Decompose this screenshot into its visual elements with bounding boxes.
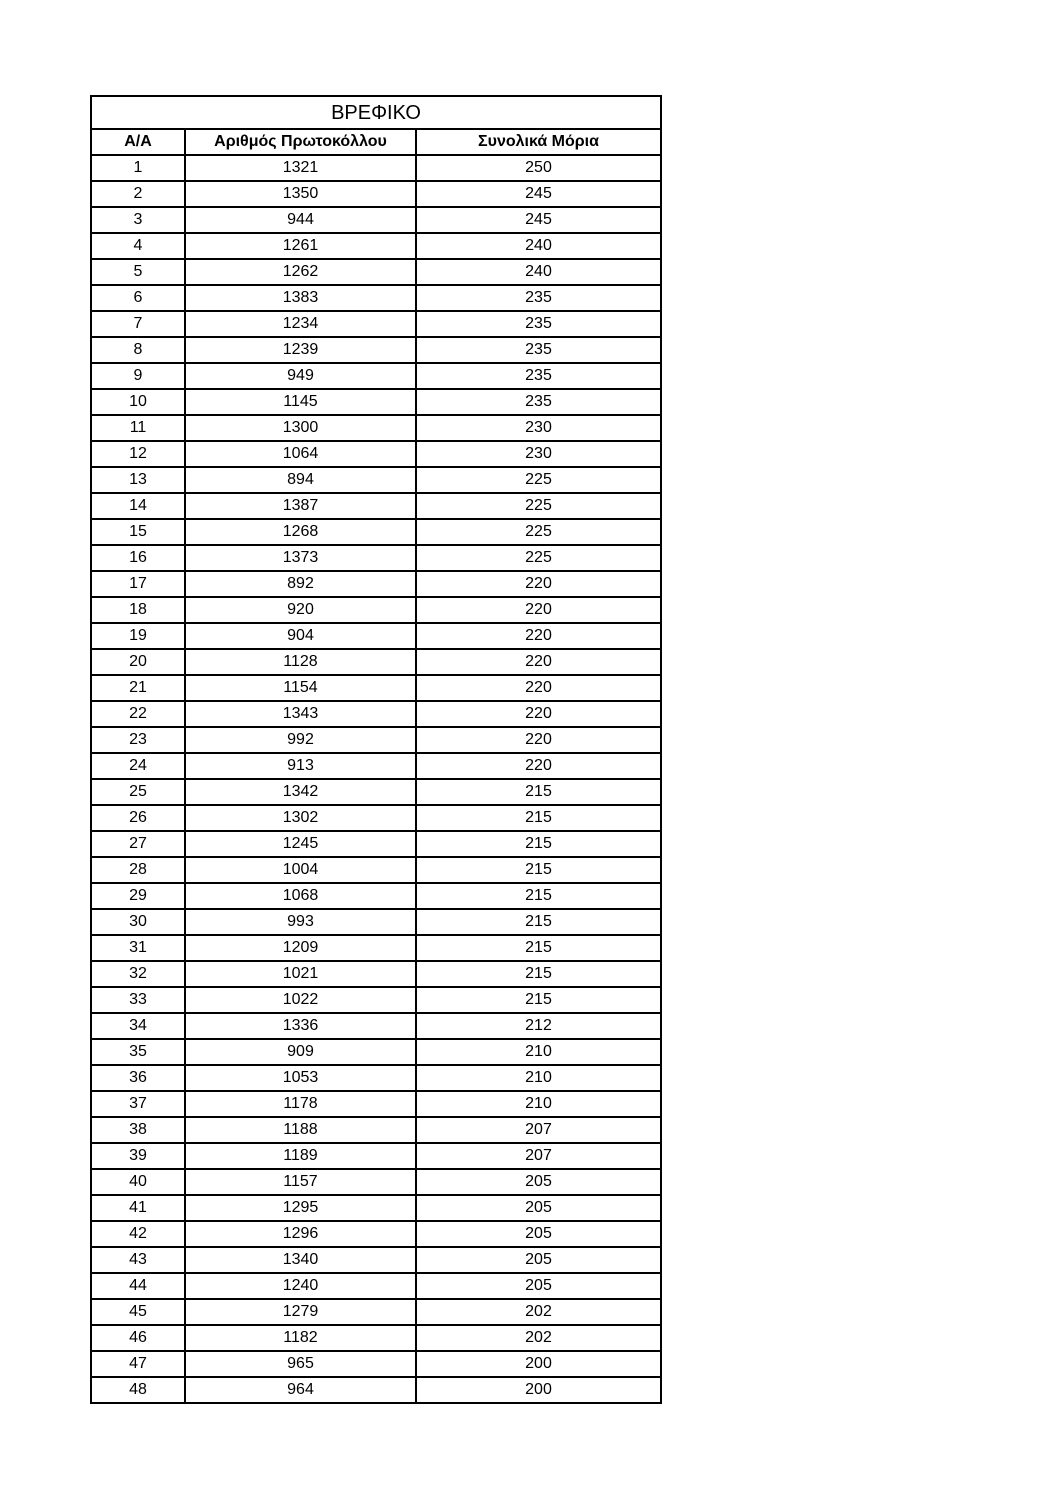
row-protocol-number: 1340: [185, 1247, 416, 1273]
row-aa: 29: [91, 883, 185, 909]
row-aa: 44: [91, 1273, 185, 1299]
row-aa: 11: [91, 415, 185, 441]
row-total-points: 245: [416, 181, 661, 207]
row-protocol-number: 1021: [185, 961, 416, 987]
table-row: [91, 207, 661, 233]
table-row: [91, 337, 661, 363]
row-aa: 39: [91, 1143, 185, 1169]
row-protocol-number: 1383: [185, 285, 416, 311]
row-total-points: 220: [416, 675, 661, 701]
row-aa: 33: [91, 987, 185, 1013]
row-protocol-number: 1336: [185, 1013, 416, 1039]
row-total-points: 205: [416, 1273, 661, 1299]
row-aa: 1: [91, 155, 185, 181]
row-protocol-number: 1154: [185, 675, 416, 701]
row-total-points: 210: [416, 1065, 661, 1091]
row-aa: 28: [91, 857, 185, 883]
row-aa: 10: [91, 389, 185, 415]
row-protocol-number: 1068: [185, 883, 416, 909]
row-total-points: 207: [416, 1117, 661, 1143]
row-protocol-number: 944: [185, 207, 416, 233]
row-protocol-number: 1296: [185, 1221, 416, 1247]
row-aa: 45: [91, 1299, 185, 1325]
row-aa: 30: [91, 909, 185, 935]
row-protocol-number: 1145: [185, 389, 416, 415]
row-total-points: 240: [416, 233, 661, 259]
row-protocol-number: 965: [185, 1351, 416, 1377]
table-row: [91, 909, 661, 935]
row-total-points: 220: [416, 753, 661, 779]
row-protocol-number: 1300: [185, 415, 416, 441]
row-total-points: 235: [416, 285, 661, 311]
row-total-points: 230: [416, 415, 661, 441]
table-row: [91, 1273, 661, 1299]
row-aa: 17: [91, 571, 185, 597]
row-protocol-number: 1178: [185, 1091, 416, 1117]
row-protocol-number: 1268: [185, 519, 416, 545]
row-aa: 41: [91, 1195, 185, 1221]
row-aa: 26: [91, 805, 185, 831]
row-aa: 3: [91, 207, 185, 233]
row-total-points: 200: [416, 1377, 661, 1403]
table-row: [91, 1143, 661, 1169]
row-aa: 20: [91, 649, 185, 675]
table-row: [91, 883, 661, 909]
row-total-points: 235: [416, 389, 661, 415]
table-row: [91, 233, 661, 259]
table-row: [91, 623, 661, 649]
table-title: ΒΡΕΦΙΚΟ: [91, 96, 661, 129]
row-total-points: 220: [416, 727, 661, 753]
row-protocol-number: 1373: [185, 545, 416, 571]
row-total-points: 240: [416, 259, 661, 285]
row-total-points: 230: [416, 441, 661, 467]
table-row: [91, 1247, 661, 1273]
row-aa: 19: [91, 623, 185, 649]
row-total-points: 225: [416, 493, 661, 519]
table-row: [91, 389, 661, 415]
row-total-points: 200: [416, 1351, 661, 1377]
row-total-points: 210: [416, 1039, 661, 1065]
row-protocol-number: 1157: [185, 1169, 416, 1195]
row-total-points: 235: [416, 337, 661, 363]
table-row: [91, 181, 661, 207]
table-row: [91, 675, 661, 701]
row-protocol-number: 993: [185, 909, 416, 935]
row-protocol-number: 964: [185, 1377, 416, 1403]
row-protocol-number: 1262: [185, 259, 416, 285]
row-aa: 21: [91, 675, 185, 701]
row-aa: 8: [91, 337, 185, 363]
table-row: [91, 1039, 661, 1065]
table-row: [91, 857, 661, 883]
row-total-points: 215: [416, 857, 661, 883]
row-protocol-number: 1189: [185, 1143, 416, 1169]
row-total-points: 225: [416, 467, 661, 493]
row-protocol-number: 904: [185, 623, 416, 649]
table-row: [91, 285, 661, 311]
row-protocol-number: 1064: [185, 441, 416, 467]
row-protocol-number: 1321: [185, 155, 416, 181]
table-row: [91, 311, 661, 337]
row-aa: 24: [91, 753, 185, 779]
table-row: [91, 1325, 661, 1351]
table-row: [91, 1065, 661, 1091]
row-aa: 13: [91, 467, 185, 493]
row-protocol-number: 1295: [185, 1195, 416, 1221]
table-row: [91, 1091, 661, 1117]
row-total-points: 225: [416, 519, 661, 545]
row-protocol-number: 1240: [185, 1273, 416, 1299]
table-row: [91, 467, 661, 493]
row-aa: 31: [91, 935, 185, 961]
row-protocol-number: 1261: [185, 233, 416, 259]
row-aa: 46: [91, 1325, 185, 1351]
row-total-points: 235: [416, 363, 661, 389]
row-total-points: 215: [416, 805, 661, 831]
table-row: [91, 831, 661, 857]
row-protocol-number: 1209: [185, 935, 416, 961]
table-row: [91, 805, 661, 831]
row-aa: 43: [91, 1247, 185, 1273]
row-aa: 23: [91, 727, 185, 753]
row-protocol-number: 909: [185, 1039, 416, 1065]
table-row: [91, 1013, 661, 1039]
row-total-points: 215: [416, 831, 661, 857]
table-row: [91, 571, 661, 597]
table-row: [91, 779, 661, 805]
row-protocol-number: 1245: [185, 831, 416, 857]
row-protocol-number: 1234: [185, 311, 416, 337]
row-total-points: 212: [416, 1013, 661, 1039]
row-aa: 6: [91, 285, 185, 311]
row-aa: 9: [91, 363, 185, 389]
row-total-points: 235: [416, 311, 661, 337]
table-row: [91, 1117, 661, 1143]
row-total-points: 205: [416, 1247, 661, 1273]
row-protocol-number: 992: [185, 727, 416, 753]
table-row: [91, 701, 661, 727]
row-aa: 36: [91, 1065, 185, 1091]
row-total-points: 225: [416, 545, 661, 571]
row-protocol-number: 1239: [185, 337, 416, 363]
row-aa: 40: [91, 1169, 185, 1195]
row-protocol-number: 1182: [185, 1325, 416, 1351]
row-aa: 22: [91, 701, 185, 727]
results-table: [90, 95, 662, 1404]
header-aa: Α/Α: [91, 129, 185, 155]
table-row: [91, 1221, 661, 1247]
table-row: [91, 493, 661, 519]
row-aa: 5: [91, 259, 185, 285]
row-total-points: 220: [416, 597, 661, 623]
row-total-points: 202: [416, 1299, 661, 1325]
row-protocol-number: 1022: [185, 987, 416, 1013]
header-row: [91, 129, 661, 155]
table-body: [91, 155, 661, 1403]
row-aa: 7: [91, 311, 185, 337]
row-total-points: 220: [416, 571, 661, 597]
row-aa: 14: [91, 493, 185, 519]
row-aa: 38: [91, 1117, 185, 1143]
row-protocol-number: 1350: [185, 181, 416, 207]
row-total-points: 205: [416, 1221, 661, 1247]
row-total-points: 215: [416, 779, 661, 805]
row-protocol-number: 1053: [185, 1065, 416, 1091]
row-aa: 15: [91, 519, 185, 545]
table-row: [91, 363, 661, 389]
row-protocol-number: 892: [185, 571, 416, 597]
row-total-points: 215: [416, 935, 661, 961]
header-total-points: Συνολικά Μόρια: [416, 129, 661, 155]
row-protocol-number: 1188: [185, 1117, 416, 1143]
row-aa: 12: [91, 441, 185, 467]
row-aa: 27: [91, 831, 185, 857]
row-total-points: 202: [416, 1325, 661, 1351]
table-row: [91, 1299, 661, 1325]
row-aa: 18: [91, 597, 185, 623]
row-total-points: 220: [416, 649, 661, 675]
row-aa: 16: [91, 545, 185, 571]
table-row: [91, 415, 661, 441]
row-aa: 2: [91, 181, 185, 207]
table-row: [91, 1377, 661, 1403]
row-protocol-number: 949: [185, 363, 416, 389]
table-row: [91, 935, 661, 961]
row-aa: 37: [91, 1091, 185, 1117]
table-row: [91, 649, 661, 675]
row-aa: 25: [91, 779, 185, 805]
header-protocol-number: Αριθμός Πρωτοκόλλου: [185, 129, 416, 155]
row-aa: 34: [91, 1013, 185, 1039]
row-total-points: 245: [416, 207, 661, 233]
table-row: [91, 441, 661, 467]
row-total-points: 215: [416, 883, 661, 909]
table-row: [91, 545, 661, 571]
row-aa: 32: [91, 961, 185, 987]
table-row: [91, 597, 661, 623]
row-aa: 35: [91, 1039, 185, 1065]
table-row: [91, 961, 661, 987]
row-protocol-number: 913: [185, 753, 416, 779]
row-aa: 42: [91, 1221, 185, 1247]
table-row: [91, 519, 661, 545]
row-protocol-number: 1343: [185, 701, 416, 727]
row-protocol-number: 920: [185, 597, 416, 623]
title-row: [91, 96, 661, 129]
row-protocol-number: 1128: [185, 649, 416, 675]
row-aa: 4: [91, 233, 185, 259]
table-row: [91, 1169, 661, 1195]
table-row: [91, 1195, 661, 1221]
row-aa: 47: [91, 1351, 185, 1377]
table-row: [91, 1351, 661, 1377]
table-row: [91, 155, 661, 181]
row-total-points: 250: [416, 155, 661, 181]
row-total-points: 215: [416, 987, 661, 1013]
row-total-points: 205: [416, 1195, 661, 1221]
table-row: [91, 753, 661, 779]
row-total-points: 205: [416, 1169, 661, 1195]
row-total-points: 210: [416, 1091, 661, 1117]
row-protocol-number: 1004: [185, 857, 416, 883]
row-total-points: 220: [416, 623, 661, 649]
table-row: [91, 987, 661, 1013]
row-protocol-number: 1342: [185, 779, 416, 805]
row-total-points: 215: [416, 909, 661, 935]
table-row: [91, 727, 661, 753]
row-total-points: 220: [416, 701, 661, 727]
row-aa: 48: [91, 1377, 185, 1403]
row-protocol-number: 894: [185, 467, 416, 493]
row-protocol-number: 1279: [185, 1299, 416, 1325]
table-row: [91, 259, 661, 285]
row-total-points: 215: [416, 961, 661, 987]
row-total-points: 207: [416, 1143, 661, 1169]
row-protocol-number: 1302: [185, 805, 416, 831]
row-protocol-number: 1387: [185, 493, 416, 519]
